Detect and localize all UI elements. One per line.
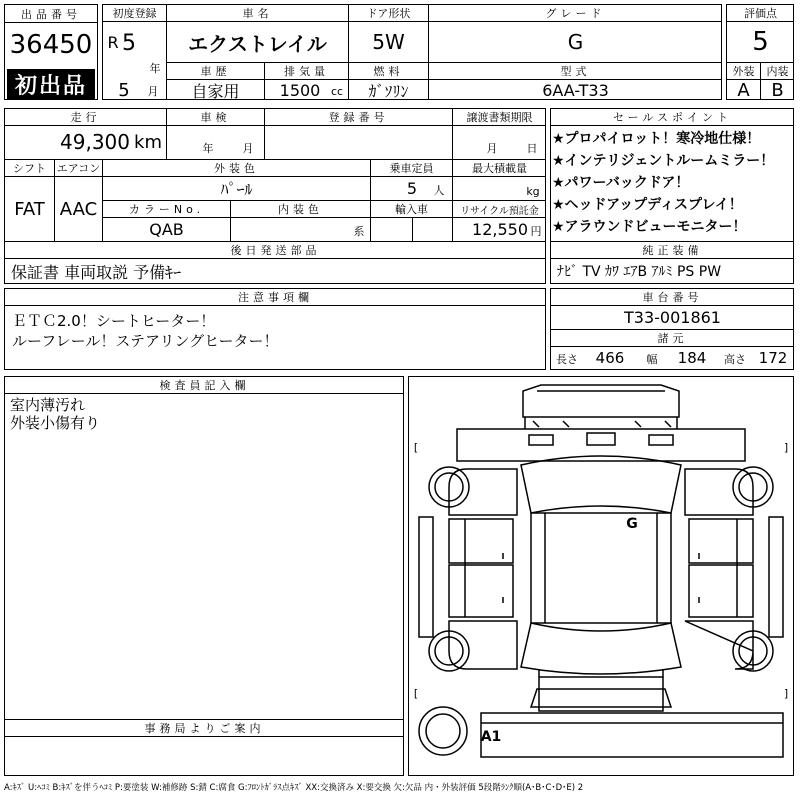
equipment-value: ﾅﾋﾞ TV ｶﾜ ｴｱB ｱﾙﾐ PS PW: [557, 264, 722, 280]
interior-color-label: 内装色: [278, 203, 323, 216]
later-items-value: 保証書 車両取説 予備ｷｰ: [11, 262, 182, 282]
equipment-label: 純正装備: [642, 244, 703, 257]
score-value: 5: [752, 27, 769, 57]
grade-value: G: [567, 30, 584, 54]
sales-point-item: ★パワーバックドア！: [552, 175, 690, 191]
reg-label: 初度登録: [112, 7, 157, 20]
color-label: 外装色: [214, 162, 259, 175]
reg-era: R: [107, 32, 119, 52]
caution-label: 注意事項欄: [238, 291, 313, 304]
lot-box: [4, 4, 98, 100]
inspector-line: 室内薄汚れ: [10, 396, 86, 414]
lot-number: 36450: [9, 30, 93, 60]
recycle-unit: 円: [530, 225, 542, 238]
sales-point-item: ★プロパイロット！寒冷地仕様！: [552, 131, 761, 147]
width-label: 幅: [646, 353, 658, 366]
interior-color-unit: 系: [353, 225, 365, 238]
spec-label: 諸元: [657, 332, 688, 345]
shift-label: シフト: [13, 162, 46, 175]
inspection-year-unit: 年: [202, 142, 214, 155]
chassis-label: 車台番号: [642, 291, 703, 304]
width-value: 184: [677, 349, 707, 367]
lot-label: 出品番号: [5, 5, 97, 23]
displacement-value: 1500: [279, 80, 321, 100]
capacity-label: 乗車定員: [389, 162, 434, 175]
fuel-label: 燃料: [373, 65, 404, 78]
reg-year: 5: [122, 30, 136, 56]
grade-label: グレード: [545, 7, 606, 20]
import-label: 輸入車: [395, 203, 428, 216]
fuel-value: ｶﾞｿﾘﾝ: [368, 81, 409, 100]
history-value: 自家用: [191, 81, 240, 100]
diagram-mark-a1: A1: [480, 729, 502, 745]
ac-value: AAC: [59, 198, 98, 220]
km-unit: km: [134, 131, 162, 153]
name-label: 車名: [242, 7, 273, 20]
capacity-unit: 人: [433, 184, 445, 197]
model-value: 6AA-T33: [542, 80, 609, 100]
height-label: 高さ: [724, 353, 746, 366]
chassis-value: T33-001861: [624, 308, 721, 327]
year-unit: 年: [149, 62, 161, 75]
caution-line: ＥＴＣ2.0！シートヒーター！: [12, 312, 216, 330]
inspection-label: 車検: [200, 111, 231, 124]
color-no-label: カラーNo.: [128, 203, 205, 216]
height-value: 172: [758, 349, 788, 367]
history-label: 車歴: [200, 65, 231, 78]
exterior-grade-value: A: [737, 80, 750, 100]
sales-point-item: ★アラウンドビューモニター！: [552, 219, 747, 235]
inspection-month-unit: 月: [242, 142, 254, 155]
interior-grade-label: 内装: [766, 65, 789, 78]
inspector-line: 外装小傷有り: [10, 414, 101, 432]
model-label: 型式: [560, 65, 591, 78]
sales-point-item: ★インテリジェントルームミラー！: [552, 153, 775, 169]
load-unit: kg: [526, 184, 540, 198]
load-label: 最大積載量: [472, 162, 527, 175]
sales-point-item: ★ヘッドアップディスプレイ！: [552, 197, 743, 213]
diagram-mark-g: G: [626, 516, 638, 532]
transfer-label: 譲渡書類期限: [466, 111, 533, 124]
car-name: エクストレイル: [188, 31, 327, 56]
office-label: 事務局よりご案内: [144, 722, 265, 735]
length-label: 長さ: [556, 353, 578, 366]
bracket-left: [: [413, 440, 419, 454]
mileage-label: 走行: [70, 111, 101, 124]
interior-grade-value: B: [771, 80, 784, 100]
bracket-left: [: [413, 686, 419, 700]
shift-value: FAT: [14, 198, 45, 220]
legend: A:ｷｽﾞ U:ﾍｺﾐ B:ｷｽﾞを伴うﾍｺﾐ P:要塗装 W:補修跡 S:錆 C:腐食 G:ﾌﾛﾝﾄｶﾞﾗｽ点ｷｽﾞ XX:交換済み X:要交換 欠:欠品 内・外装評価 5段階ﾗﾝｸ順(A･B･C･D･E) 2: [4, 783, 584, 793]
recycle-label: リサイクル預託金: [460, 205, 539, 217]
bracket-right: ]: [783, 440, 789, 454]
sales-points-label: セールスポイント: [612, 111, 732, 124]
length-value: 466: [595, 349, 625, 367]
cc-unit: cc: [330, 84, 344, 98]
car-diagram: [409, 377, 793, 775]
plate-label: 登録番号: [328, 111, 389, 124]
month-unit: 月: [147, 85, 159, 98]
reg-month: 5: [118, 80, 130, 100]
inspector-label: 検査員記入欄: [159, 379, 250, 392]
capacity-value: 5: [406, 179, 418, 198]
bracket-right: ]: [783, 686, 789, 700]
caution-line: ルーフレール！ステアリングヒーター！: [12, 332, 279, 350]
color-no-value: QAB: [149, 220, 184, 239]
inspector-box: [4, 376, 404, 776]
door-type: 5W: [372, 30, 405, 54]
recycle-value: 12,550: [472, 220, 528, 239]
transfer-month-unit: 月: [486, 142, 498, 155]
displacement-label: 排気量: [284, 65, 329, 78]
mileage-value: 49,300: [60, 130, 130, 154]
first-listing-badge: 初出品: [7, 69, 95, 99]
exterior-grade-label: 外装: [732, 65, 755, 78]
score-label: 評価点: [744, 7, 777, 20]
color-value: ﾊﾟｰﾙ: [220, 180, 253, 199]
later-items-label: 後日発送部品: [230, 244, 321, 257]
ac-label: エアコン: [56, 162, 101, 175]
door-label: ドア形状: [366, 7, 411, 20]
transfer-day-unit: 日: [526, 142, 538, 155]
